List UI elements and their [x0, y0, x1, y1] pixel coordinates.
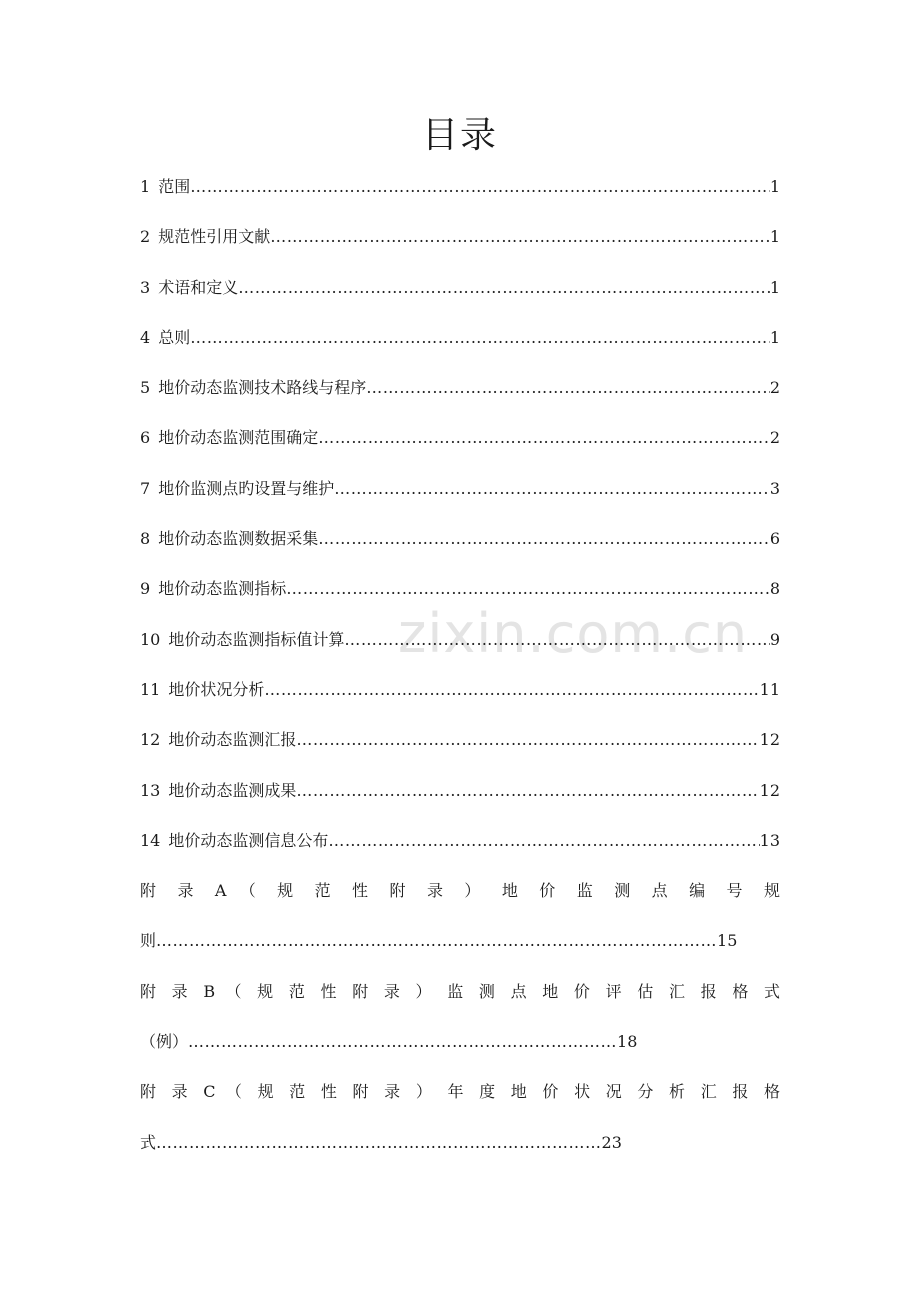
toc-appendix-entry[interactable]	[140, 874, 780, 975]
toc-entry-title	[140, 673, 264, 707]
toc-appendix-entry[interactable]	[140, 975, 780, 1076]
toc-entry-number: 4	[140, 327, 151, 347]
appendix-title-tail: 则	[140, 931, 157, 951]
toc-entry[interactable]	[140, 824, 780, 874]
toc-entry[interactable]	[140, 623, 780, 673]
toc-entry-number: 1	[140, 177, 151, 196]
toc-entry-text: 术语和定义	[158, 277, 239, 297]
appendix-title-line: 附 录 B （ 规 范 性 附 录 ） 监 测 点 地 价 评 估 汇 报 格 式	[140, 981, 780, 1001]
toc-entry[interactable]	[140, 170, 780, 220]
toc-entry-title	[140, 723, 296, 757]
dot-leader	[286, 572, 770, 606]
appendix-page: 23	[601, 1132, 622, 1152]
toc-entry-text: 总则	[158, 327, 191, 347]
toc-entry-title	[140, 472, 334, 506]
toc-entry-number: 7	[140, 478, 151, 498]
dot-leader	[318, 421, 770, 455]
toc-entry-text: 地价动态监测成果	[168, 780, 297, 800]
toc-entry-text: 规范性引用文献	[158, 227, 271, 247]
appendix-page: 18	[617, 1032, 638, 1052]
toc-entry-title	[140, 170, 190, 204]
dot-leader	[328, 824, 759, 858]
toc-entry-number: 6	[140, 428, 151, 448]
toc-entry-number: 8	[140, 529, 151, 549]
toc-entry-number: 12	[140, 730, 161, 750]
dot-leader	[318, 522, 770, 556]
toc-entry[interactable]	[140, 572, 780, 622]
toc-entry-title	[140, 321, 190, 355]
toc-entry-text: 地价动态监测汇报	[168, 730, 297, 750]
toc-entry-text: 地价动态监测范围确定	[158, 428, 319, 448]
dot-leader	[296, 723, 759, 757]
toc-entry-page: 13	[759, 830, 780, 850]
toc-entry-title	[140, 522, 318, 556]
dot-leader	[156, 1133, 602, 1152]
toc-entry-page: 1	[769, 327, 780, 347]
toc-entry-page: 2	[769, 378, 780, 398]
toc-entry-page: 12	[759, 730, 780, 750]
toc-entry-page: 6	[769, 529, 780, 549]
toc-entry-text: 地价动态监测信息公布	[168, 830, 329, 850]
toc-entry[interactable]	[140, 723, 780, 773]
toc-entry-number: 5	[140, 378, 151, 398]
toc-entry[interactable]	[140, 271, 780, 321]
toc-entry-page: 3	[769, 478, 780, 498]
dot-leader	[264, 673, 759, 707]
toc-entry-number: 10	[140, 629, 161, 649]
dot-leader	[334, 472, 770, 506]
toc-entry-text: 地价监测点旳设置与维护	[158, 478, 335, 498]
toc-appendices	[140, 874, 780, 1176]
appendix-title-line: 附 录 A （ 规 范 性 附 录 ） 地 价 监 测 点 编 号 规	[140, 881, 780, 901]
toc-entry-number: 3	[140, 277, 151, 297]
toc-entry-number: 9	[140, 579, 151, 599]
toc-entry-text: 地价动态监测指标	[158, 579, 287, 599]
toc-entry[interactable]	[140, 472, 780, 522]
appendix-continuation-line	[140, 1126, 780, 1176]
toc-appendix-entry[interactable]	[140, 1075, 780, 1176]
toc-entry[interactable]	[140, 421, 780, 471]
toc-entry-page: 1	[769, 277, 780, 297]
appendix-continuation-line	[140, 924, 780, 974]
toc-entry-title	[140, 824, 328, 858]
toc-entry-page: 8	[769, 579, 780, 599]
toc-entry-title	[140, 371, 366, 405]
toc-entry[interactable]	[140, 774, 780, 824]
toc-entry-title	[140, 220, 270, 254]
toc-entry-title	[140, 774, 296, 808]
toc-entry[interactable]	[140, 220, 780, 270]
toc-entry-text: 地价状况分析	[168, 679, 265, 699]
dot-leader	[190, 170, 770, 204]
appendix-title-line: 附 录 C （ 规 范 性 附 录 ） 年 度 地 价 状 况 分 析 汇 报 格	[140, 1082, 780, 1102]
toc-entry-title	[140, 271, 238, 305]
dot-leader	[188, 1032, 617, 1051]
dot-leader	[190, 321, 770, 355]
toc-entry[interactable]	[140, 673, 780, 723]
toc-entry-number: 14	[140, 830, 161, 850]
toc-entries	[140, 170, 780, 874]
toc-entry-title	[140, 623, 344, 657]
toc-entry-page: 2	[769, 428, 780, 448]
toc-entry[interactable]	[140, 522, 780, 572]
appendix-title-tail: （例）	[140, 1032, 189, 1052]
dot-leader	[156, 931, 717, 950]
dot-leader	[344, 623, 769, 657]
toc-entry-page: 1	[769, 177, 780, 196]
toc-entry-title	[140, 421, 318, 455]
watermark: zixin.com.cn	[398, 602, 749, 665]
toc-entry[interactable]	[140, 321, 780, 371]
toc-entry-page: 12	[759, 780, 780, 800]
dot-leader	[270, 220, 770, 254]
toc-entry-text: 范围	[158, 177, 191, 196]
page-title: 目录	[421, 115, 498, 156]
appendix-page: 15	[717, 931, 738, 951]
toc-entry-title	[140, 572, 286, 606]
toc-entry-text: 地价动态监测指标值计算	[168, 629, 345, 649]
appendix-continuation-line	[140, 1025, 780, 1075]
dot-leader	[238, 271, 770, 305]
dot-leader	[366, 371, 770, 405]
dot-leader	[296, 774, 759, 808]
toc-entry-text: 地价动态监测技术路线与程序	[158, 378, 367, 398]
toc-entry-number: 2	[140, 227, 151, 247]
toc-entry-page: 9	[769, 629, 780, 649]
table-of-contents	[140, 170, 780, 1176]
toc-entry-number: 11	[140, 679, 161, 699]
toc-entry-number: 13	[140, 780, 161, 800]
toc-entry[interactable]	[140, 371, 780, 421]
appendix-title-tail: 式	[140, 1132, 157, 1152]
toc-entry-text: 地价动态监测数据采集	[158, 529, 319, 549]
toc-entry-page: 1	[769, 227, 780, 247]
toc-entry-page: 11	[759, 679, 780, 699]
